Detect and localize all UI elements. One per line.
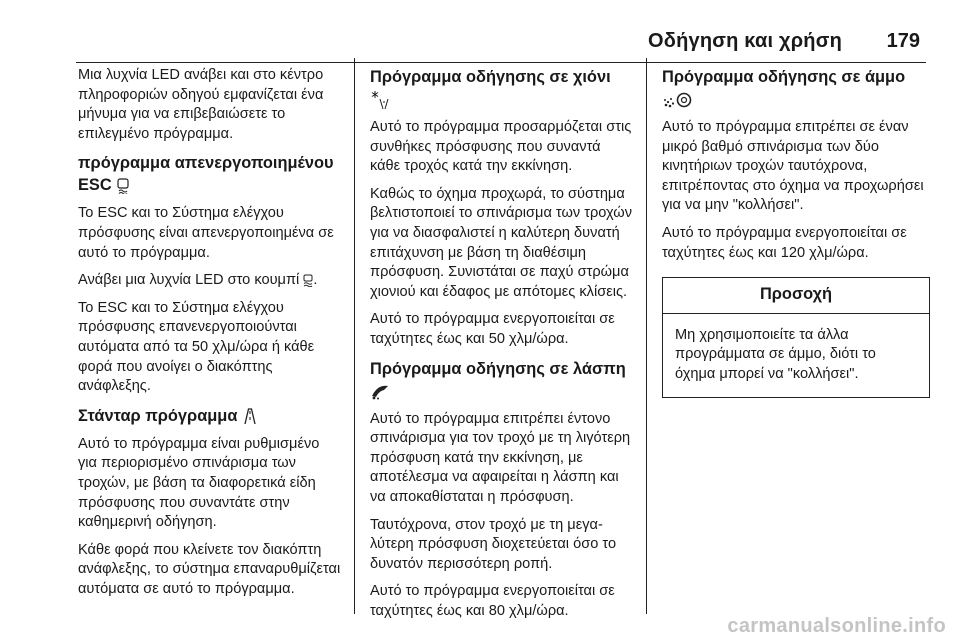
caution-text: Μη χρησιμοποιείτε τα άλλα προγράμματα σε άμμο, διότι το όχημα μπορεί να "κολλήσει". — [675, 326, 876, 382]
paragraph: Αυτό το πρόγραμμα ενεργοποιείται σε ταχύτητες έως και 120 χλμ/ώρα. — [662, 224, 907, 261]
page-number: 179 — [886, 30, 920, 52]
punctuation: . — [313, 272, 318, 289]
column-divider — [646, 58, 647, 614]
header-rule — [76, 62, 926, 63]
column-left — [78, 66, 342, 607]
caution-body — [663, 314, 929, 397]
standard-program-icon — [242, 407, 258, 425]
heading-mud — [370, 358, 634, 402]
heading-text: πρόγραμμα απενεργοποιημένου ESC — [78, 154, 334, 195]
paragraph: Αυτό το πρόγραμμα ενεργοποιείται σε ταχύτητες έως και 80 χλμ/ώρα. — [370, 583, 615, 619]
esc-off-icon — [116, 178, 130, 194]
heading-standard — [78, 405, 342, 427]
sand-program-icon — [662, 91, 692, 109]
heading-text: Πρόγραμμα οδήγησης σε άμμο — [662, 68, 906, 86]
heading-esc-off — [78, 152, 342, 196]
header-title: Οδήγηση και χρήση — [648, 30, 842, 52]
paragraph: Κάθε φορά που κλείνετε τον διακόπτη ανάφλεξης, το σύστημα επαναρυθμίζεται αυτόματα σε αυτό το πρόγραμμα. — [78, 541, 341, 597]
paragraph: Αυτό το πρόγραμμα επιτρέπει έντονο σπινάρισμα για τον τροχό με τη λιγότερη πρόσφυση κατά την εκκίνηση, με αποτέλεσμα να αφαιρείται η λάσπη και να αποκαθίσταται η πρόσφυση. — [370, 410, 631, 505]
watermark: carmanualsonline.info — [727, 615, 946, 637]
heading-sand — [662, 66, 930, 110]
heading-text: Στάνταρ πρόγραμμα — [78, 406, 238, 425]
esc-off-button-icon — [303, 274, 313, 287]
column-right — [662, 66, 930, 398]
heading-text: Πρόγραμμα οδήγησης σε χιόνι — [370, 68, 611, 86]
paragraph: Το ESC και το Σύστημα ελέγχου πρόσφυσης είναι απενεργοποιημένα σε αυτό το πρόγραμμα. — [78, 205, 334, 261]
heading-text: Πρόγραμμα οδήγησης σε λάσπη — [370, 359, 626, 378]
paragraph-text: Ανάβει μια λυχνία LED στο κουμπί — [78, 272, 300, 289]
paragraph: Αυτό το πρόγραμμα επιτρέπει σε έναν μικρό βαθμό σπινάρισμα των δύο κινητήριων τροχών ταυτόχρονα, επιτρέποντας στο όχημα να προχωρήσει για να μην "κολλήσει". — [662, 119, 924, 214]
column-divider — [354, 58, 355, 614]
paragraph: Αυτό το πρόγραμμα είναι ρυθμισμένο για περιορισμένο σπινάρισμα των τροχών, με βάση τα διαφορετικά είδη πρόσφυσης που συναντάτε στην καθημερινή οδήγηση. — [78, 435, 320, 531]
paragraph: Το ESC και το Σύστημα ελέγχου πρόσφυσης επανενεργοποιούνται αυτόματα από τα 50 χλμ/ώρα ή κάθε φορά που ανοίγει ο διακόπτης ανάφλεξης. — [78, 299, 315, 395]
snow-program-icon — [370, 90, 392, 110]
heading-snow — [370, 66, 634, 110]
paragraph: Αυτό το πρόγραμμα ενεργοποιείται σε ταχύτητες έως και 50 χλμ/ώρα. — [370, 311, 615, 347]
paragraph: Αυτό το πρόγραμμα προσαρμόζεται στις συνθήκες πρόσφυσης που συναντά κάθε τροχός κατά την εκκίνηση. — [370, 119, 632, 175]
paragraph: Ταυτόχρονα, στον τροχό με τη μεγαλύτερη πρόσφυση διοχετεύεται όσο το δυνατόν περισσότερη ροπή. — [370, 516, 617, 572]
caution-box — [662, 277, 930, 397]
paragraph — [78, 271, 342, 291]
paragraph: Καθώς το όχημα προχωρά, το σύστημα βελτιστοποιεί το σπινάρισμα των τροχών για να διασφαλιστεί η καλύτερη δυνατή επιτάχυνση με βάση τη διαθέσιμη πρόσφυση. Συνιστάται σε παχύ στρώμα χιονιού και έδαφος με απότομες κλίσεις. — [370, 185, 632, 300]
column-middle — [370, 66, 634, 629]
paragraph: Μια λυχνία LED ανάβει και στο κέντρο πληροφοριών οδηγού εμφανίζεται ένα μήνυμα για να επιβεβαιώσετε το επιλεγμένο πρόγραμμα. — [78, 67, 324, 142]
caution-title: Προσοχή — [663, 278, 929, 314]
mud-program-icon — [370, 382, 390, 400]
page-header — [0, 22, 960, 62]
